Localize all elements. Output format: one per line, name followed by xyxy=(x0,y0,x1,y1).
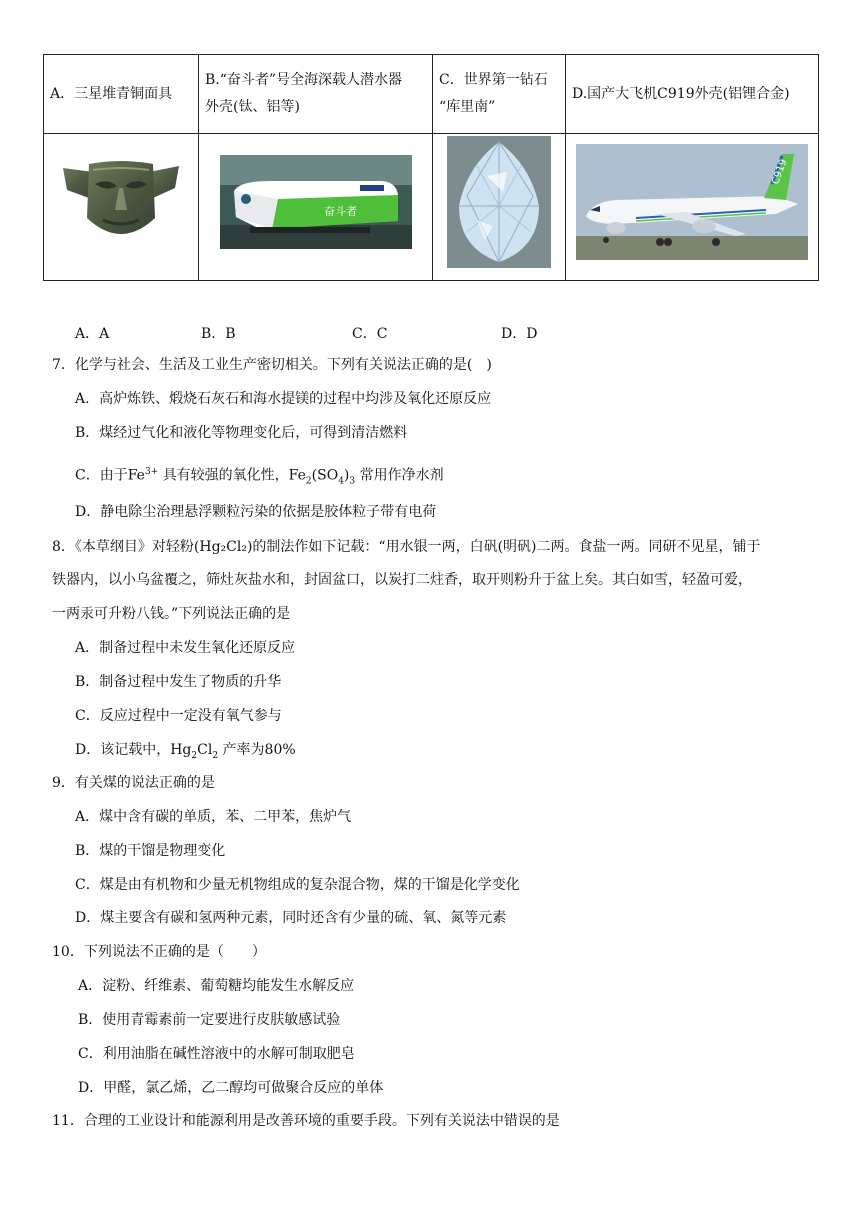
cell-a-image xyxy=(44,134,199,281)
q9-option-b: B．煤的干馏是物理变化 xyxy=(75,843,226,859)
cell-c-image xyxy=(433,134,566,281)
choice-b: B．B xyxy=(201,326,236,342)
q8-stem-line1: 8．《本草纲目》对轻粉(Hg₂Cl₂)的制法作如下记载：“用水银一两，白矾(明矾)二两。食盐一两。同研不见星，铺于 xyxy=(52,539,761,555)
submersible-image xyxy=(220,155,412,259)
diamond-image xyxy=(447,136,551,278)
aircraft-tail-label: C919 xyxy=(770,157,790,187)
bronze-mask-image xyxy=(59,158,183,256)
q9-option-d: D．煤主要含有碳和氢两种元素，同时还含有少量的硫、氧、氮等元素 xyxy=(75,910,507,926)
q9-option-a: A．煤中含有碳的单质，苯、二甲苯，焦炉气 xyxy=(75,809,352,825)
q8-stem-line3: 一两汞可升粉八钱。”下列说法正确的是 xyxy=(52,606,291,622)
c919-aircraft-image xyxy=(576,144,808,270)
cell-d-image xyxy=(566,134,819,281)
cell-b-image xyxy=(199,134,433,281)
q10-option-d: D．甲醛，氯乙烯，乙二醇均可做聚合反应的单体 xyxy=(78,1080,384,1096)
cell-a-header: A．三星堆青铜面具 xyxy=(44,55,199,134)
cell-b-header: B.“奋斗者”号全海深载人潜水器 外壳(钛、铝等) xyxy=(199,55,433,134)
cell-c-header: C．世界第一钻石 “库里南” xyxy=(433,55,566,134)
q8-option-a: A．制备过程中未发生氧化还原反应 xyxy=(75,640,296,656)
q10-option-a: A．淀粉、纤维素、葡萄糖均能发生水解反应 xyxy=(78,978,355,994)
q7-option-c: C．由于$Fe^{3+}$ 具有较强的氧化性，$Fe_2(SO_4)_3$ 常用作净水剂 xyxy=(75,467,444,487)
q7-stem: 7．化学与社会、生活及工业生产密切相关。下列有关说法正确的是( ) xyxy=(52,357,492,373)
q8-option-d: D．该记载中，$Hg_2Cl_2$ 产率为80% xyxy=(75,742,296,761)
submersible-label: 奋斗者 xyxy=(323,205,357,218)
q7-option-a: A．高炉炼铁、煅烧石灰石和海水提镁的过程中均涉及氧化还原反应 xyxy=(75,391,492,407)
table-image-row xyxy=(44,134,819,281)
choice-c: C．C xyxy=(352,326,388,342)
q10-option-b: B．使用青霉素前一定要进行皮肤敏感试验 xyxy=(78,1012,341,1028)
q9-option-c: C．煤是由有机物和少量无机物组成的复杂混合物，煤的干馏是化学变化 xyxy=(75,877,520,893)
q8-stem-line2: 铁器内，以小乌盆覆之，筛灶灰盐水和，封固盆口，以炭打二炷香，取开则粉升于盆上矣。其白如雪，轻盈可爱， xyxy=(52,572,752,588)
q7-option-b: B．煤经过气化和液化等物理变化后，可得到清洁燃料 xyxy=(75,425,408,441)
q9-stem: 9．有关煤的说法正确的是 xyxy=(52,775,215,791)
options-table xyxy=(43,54,819,281)
q7-option-d: D．静电除尘治理悬浮颗粒污染的依据是胶体粒子带有电荷 xyxy=(75,504,437,520)
q10-option-c: C．利用油脂在碱性溶液中的水解可制取肥皂 xyxy=(78,1046,355,1062)
q8-option-b: B．制备过程中发生了物质的升华 xyxy=(75,674,282,690)
q11-stem: 11．合理的工业设计和能源利用是改善环境的重要手段。下列有关说法中错误的是 xyxy=(52,1113,560,1129)
choice-a: A．A xyxy=(75,326,110,342)
choice-d: D．D xyxy=(501,326,538,342)
table-header-row xyxy=(44,55,819,134)
q8-option-c: C．反应过程中一定没有氧气参与 xyxy=(75,708,282,724)
q10-stem: 10．下列说法不正确的是（ ） xyxy=(52,944,266,960)
cell-d-header: D.国产大飞机C919外壳(铝锂合金) xyxy=(566,55,819,134)
